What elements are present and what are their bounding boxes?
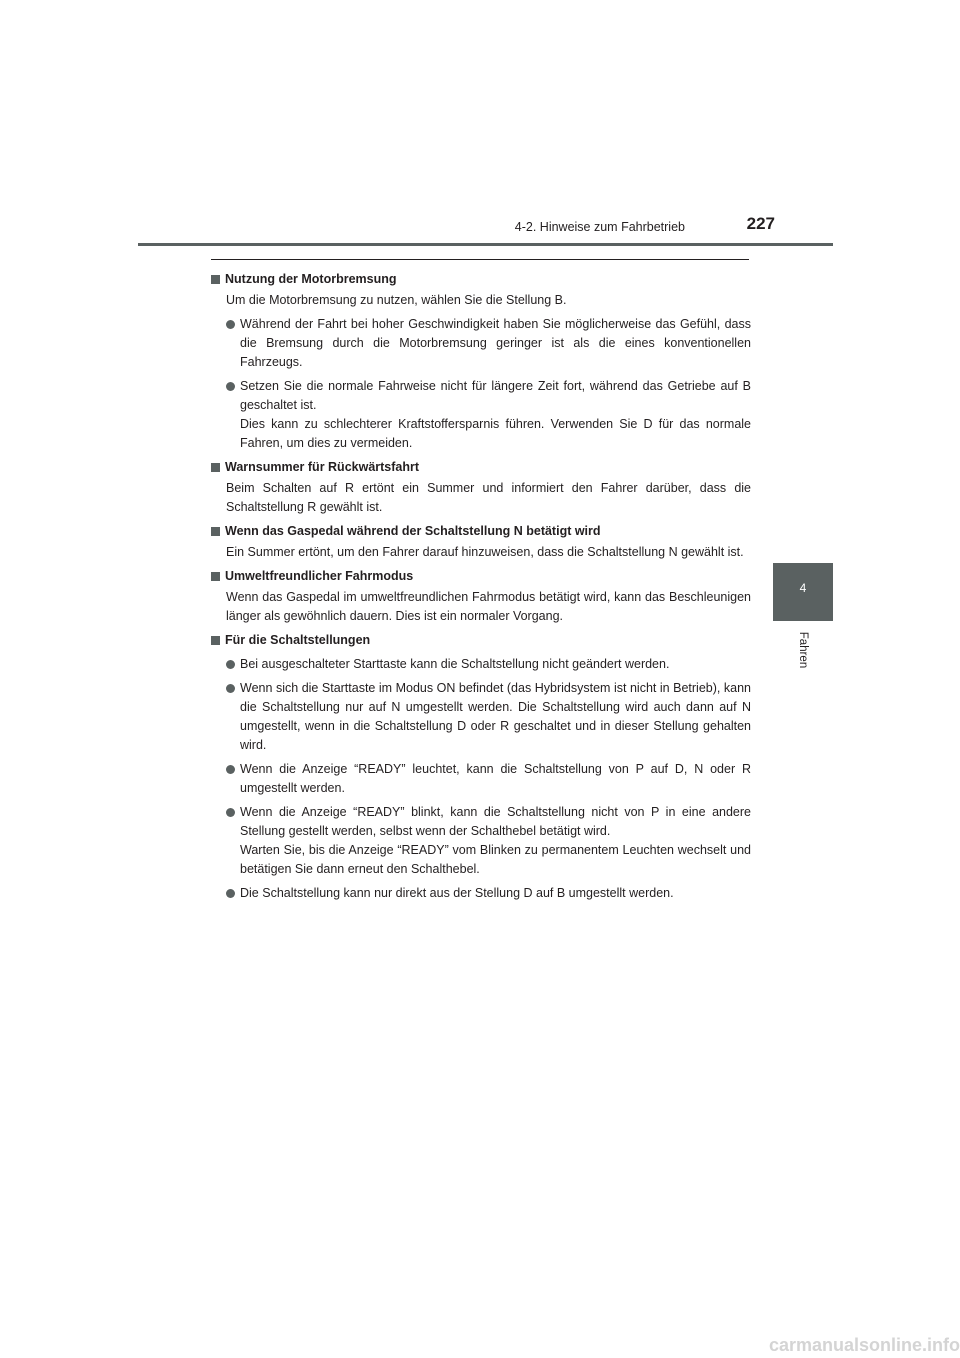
section-heading xyxy=(211,631,751,650)
section-title: Warnsummer für Rückwärtsfahrt xyxy=(225,460,420,474)
bullet-line: Bei ausgeschalteter Starttaste kann die Schaltstellung nicht geändert werden. xyxy=(240,657,670,671)
content-top-rule xyxy=(211,259,749,260)
bullet-item xyxy=(226,803,751,879)
square-bullet-icon xyxy=(211,463,220,472)
paragraph: Beim Schalten auf R ertönt ein Summer und informiert den Fahrer darüber, dass die Schaltstellung R gewählt ist. xyxy=(226,481,751,514)
chapter-number: 4 xyxy=(799,581,807,595)
bullet-text xyxy=(240,655,751,674)
chapter-side-label: Fahren xyxy=(797,631,809,669)
section-heading xyxy=(211,567,751,586)
bullet-line: Wenn die Anzeige “READY” blinkt, kann die Schaltstellung nicht von P in eine andere Stellung gestellt werden, selbst wenn der Schalthebel betätigt wird. xyxy=(240,805,751,838)
chapter-tab xyxy=(773,563,833,621)
square-bullet-icon xyxy=(211,572,220,581)
bullet-text xyxy=(240,377,751,453)
bullet-text xyxy=(240,679,751,755)
paragraph: Ein Summer ertönt, um den Fahrer darauf hinzuweisen, dass die Schaltstellung N gewählt ist. xyxy=(226,545,744,559)
bullet-text xyxy=(240,884,751,903)
bullet-item xyxy=(226,377,751,453)
watermark: carmanualsonline.info xyxy=(768,1335,960,1355)
bullet-line: Wenn sich die Starttaste im Modus ON befindet (das Hybridsystem ist nicht in Betrieb), kann die Schaltstellung nur auf N umgestellt werden. Die Schaltstellung wird auch dann auf N umgestellt, wenn in die Schaltstellung D oder R geschaltet und in dieser Stellung gehalten wird. xyxy=(240,681,751,752)
round-bullet-icon xyxy=(226,765,235,774)
bullet-item xyxy=(226,315,751,372)
square-bullet-icon xyxy=(211,527,220,536)
bullet-line: Setzen Sie die normale Fahrweise nicht für längere Zeit fort, während das Getriebe auf B geschaltet ist. xyxy=(240,379,751,412)
section-title: Umweltfreundlicher Fahrmodus xyxy=(225,569,414,583)
paragraph: Wenn das Gaspedal im umweltfreundlichen Fahrmodus betätigt wird, kann das Beschleunigen länger als gewöhnlich dauern. Dies ist ein normaler Vorgang. xyxy=(226,590,751,623)
bullet-text xyxy=(240,760,751,798)
bullet-item xyxy=(226,760,751,798)
bullet-text xyxy=(240,315,751,372)
section-title: Nutzung der Motorbremsung xyxy=(225,272,397,286)
section xyxy=(211,270,751,453)
square-bullet-icon xyxy=(211,636,220,645)
round-bullet-icon xyxy=(226,889,235,898)
section-heading xyxy=(211,522,751,541)
bullet-item xyxy=(226,884,751,903)
bullet-line: Die Schaltstellung kann nur direkt aus der Stellung D auf B umgestellt werden. xyxy=(240,886,674,900)
paragraph: Um die Motorbremsung zu nutzen, wählen Sie die Stellung B. xyxy=(226,293,567,307)
round-bullet-icon xyxy=(226,660,235,669)
section-heading xyxy=(211,458,751,477)
section xyxy=(211,458,751,517)
round-bullet-icon xyxy=(226,684,235,693)
bullet-item xyxy=(226,655,751,674)
bullet-line: Wenn die Anzeige “READY” leuchtet, kann die Schaltstellung von P auf D, N oder R umgestellt werden. xyxy=(240,762,751,795)
bullet-text xyxy=(240,803,751,879)
square-bullet-icon xyxy=(211,275,220,284)
page-number: 227 xyxy=(746,214,775,233)
bullet-item xyxy=(226,679,751,755)
section-title: Für die Schaltstellungen xyxy=(225,633,371,647)
page-content xyxy=(211,270,751,908)
round-bullet-icon xyxy=(226,382,235,391)
bullet-line: Warten Sie, bis die Anzeige “READY” vom Blinken zu permanentem Leuchten wechselt und betätigen Sie dann erneut den Schalthebel. xyxy=(240,843,751,876)
bullet-line: Dies kann zu schlechterer Kraftstoffersparnis führen. Verwenden Sie D für das normale Fahren, um dies zu vermeiden. xyxy=(240,417,751,450)
section-heading xyxy=(211,270,751,289)
round-bullet-icon xyxy=(226,808,235,817)
section-title: Wenn das Gaspedal während der Schaltstellung N betätigt wird xyxy=(225,524,601,538)
header-title: 4-2. Hinweise zum Fahrbetrieb xyxy=(514,220,685,234)
section xyxy=(211,631,751,903)
header-rule xyxy=(138,243,833,246)
round-bullet-icon xyxy=(226,320,235,329)
bullet-line: Während der Fahrt bei hoher Geschwindigkeit haben Sie möglicherweise das Gefühl, dass die Bremsung durch die Motorbremsung geringer ist als die eines konventionellen Fahrzeugs. xyxy=(240,317,751,369)
section xyxy=(211,567,751,626)
section xyxy=(211,522,751,562)
